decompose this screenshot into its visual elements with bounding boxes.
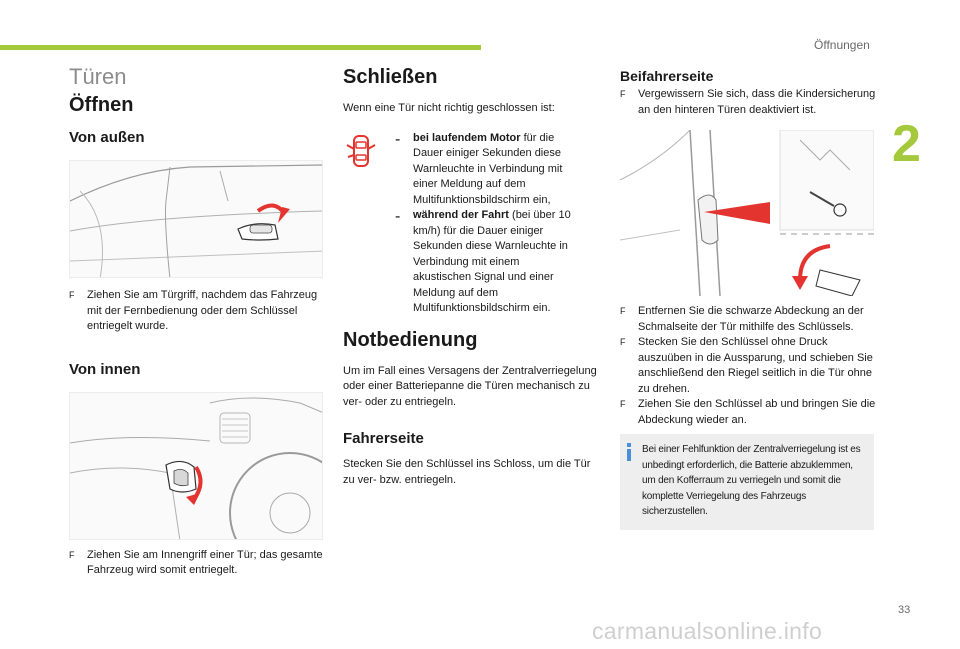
column-middle [343,62,605,488]
instruction-innen [69,548,327,579]
item1-bold: bei laufendem Motor [413,131,521,144]
b3-text: Stecken Sie den Schlüssel ohne Druck auszuüben in die Aussparung, und schieben Sie anschließend den Riegel seitlich in die Tür ohne zu drehen. [638,336,873,395]
instruction-b2 [620,304,876,335]
bullet-marker: F [620,337,626,347]
illustration-interior-door-handle [69,392,323,540]
heading-von-innen: Von innen [69,360,141,378]
bullet-marker: F [620,399,626,409]
instruction-b1 [620,87,876,118]
instruction-b3 [620,335,876,397]
door-lock-drawing [620,130,874,296]
item2-text: (bei über 10 km/h) für die Dauer einiger Sekunden diese Warnleuchte in Verbindung mit einem akustischen Signal und einer Meldung auf dem Multifunktionsbildschirm ein. [413,209,571,314]
header-accent-bar [0,45,481,50]
bullet-marker: F [69,290,75,300]
warning-item-engine [395,131,575,209]
instruction-aussen [69,288,327,335]
door-open-warning-icon [343,131,395,317]
info-text: Bei einer Fehlfunktion der Zentralverriegelung ist es unbedingt erforderlich, die Batterie abzuklemmen, um den Kofferraum zu verriegeln und somit die komplette Verriegelung des Fahrzeugs sicherzustellen. [642,444,861,517]
door-exterior-drawing [70,161,323,278]
chapter-number: 2 [892,115,921,173]
watermark: carmanualsonline.info [592,618,823,644]
schliessen-intro: Wenn eine Tür nicht richtig geschlossen ist: [343,102,555,114]
dash-marker: - [395,208,401,225]
info-icon [626,443,632,461]
door-warning-block [343,131,605,317]
notbedienung-text: Um im Fall eines Versagens der Zentralverriegelung oder einer Batteriepanne die Türen mechanisch zu ver- oder zu entriegeln. [343,364,597,408]
door-interior-drawing [70,393,323,540]
fahrerseite-text: Stecken Sie den Schlüssel ins Schloss, um die Tür zu ver- bzw. entriegeln. [343,458,591,486]
heading-beifahrerseite: Beifahrerseite [620,68,714,84]
warning-list [395,131,575,317]
info-box [620,434,874,530]
item1-text: für die Dauer einiger Sekunden diese Warnleuchte in Verbindung mit einer Meldung auf dem Multifunktionsbildschirm ein, [413,131,563,206]
illustration-exterior-door-handle [69,160,323,278]
warning-item-driving [395,208,575,317]
heading-oeffnen: Öffnen [69,94,134,116]
instruction-b4 [620,397,876,428]
innen-text: Ziehen Sie am Innengriff einer Tür; das gesamte Fahrzeug wird somit entriegelt. [87,548,323,576]
section-label: Öffnungen [814,38,870,52]
heading-notbedienung: Notbedienung [343,328,478,351]
chapter-title: Türen [69,64,127,89]
column-right [620,62,876,530]
column-left [69,62,327,579]
bullet-marker: F [69,549,75,560]
b4-text: Ziehen Sie den Schlüssel ab und bringen Sie die Abdeckung wieder an. [638,398,876,426]
bullet-marker: F [620,89,626,99]
heading-fahrerseite: Fahrerseite [343,430,424,447]
page-number: 33 [898,604,911,616]
heading-schliessen: Schließen [343,66,438,88]
aussen-text: Ziehen Sie am Türgriff, nachdem das Fahrzeug mit der Fernbedienung oder dem Schlüssel entriegelt wurde. [87,289,318,332]
heading-von-aussen: Von außen [69,129,145,146]
illustration-emergency-lock [620,130,874,296]
b2-text: Entfernen Sie die schwarze Abdeckung an der Schmalseite der Tür mithilfe des Schlüssels. [638,305,864,333]
dash-marker: - [395,130,401,148]
item2-bold: während der Fahrt [413,209,509,221]
bullet-marker: F [620,306,626,316]
b1-text: Vergewissern Sie sich, dass die Kindersicherung an den hinteren Türen deaktiviert ist. [638,88,876,116]
